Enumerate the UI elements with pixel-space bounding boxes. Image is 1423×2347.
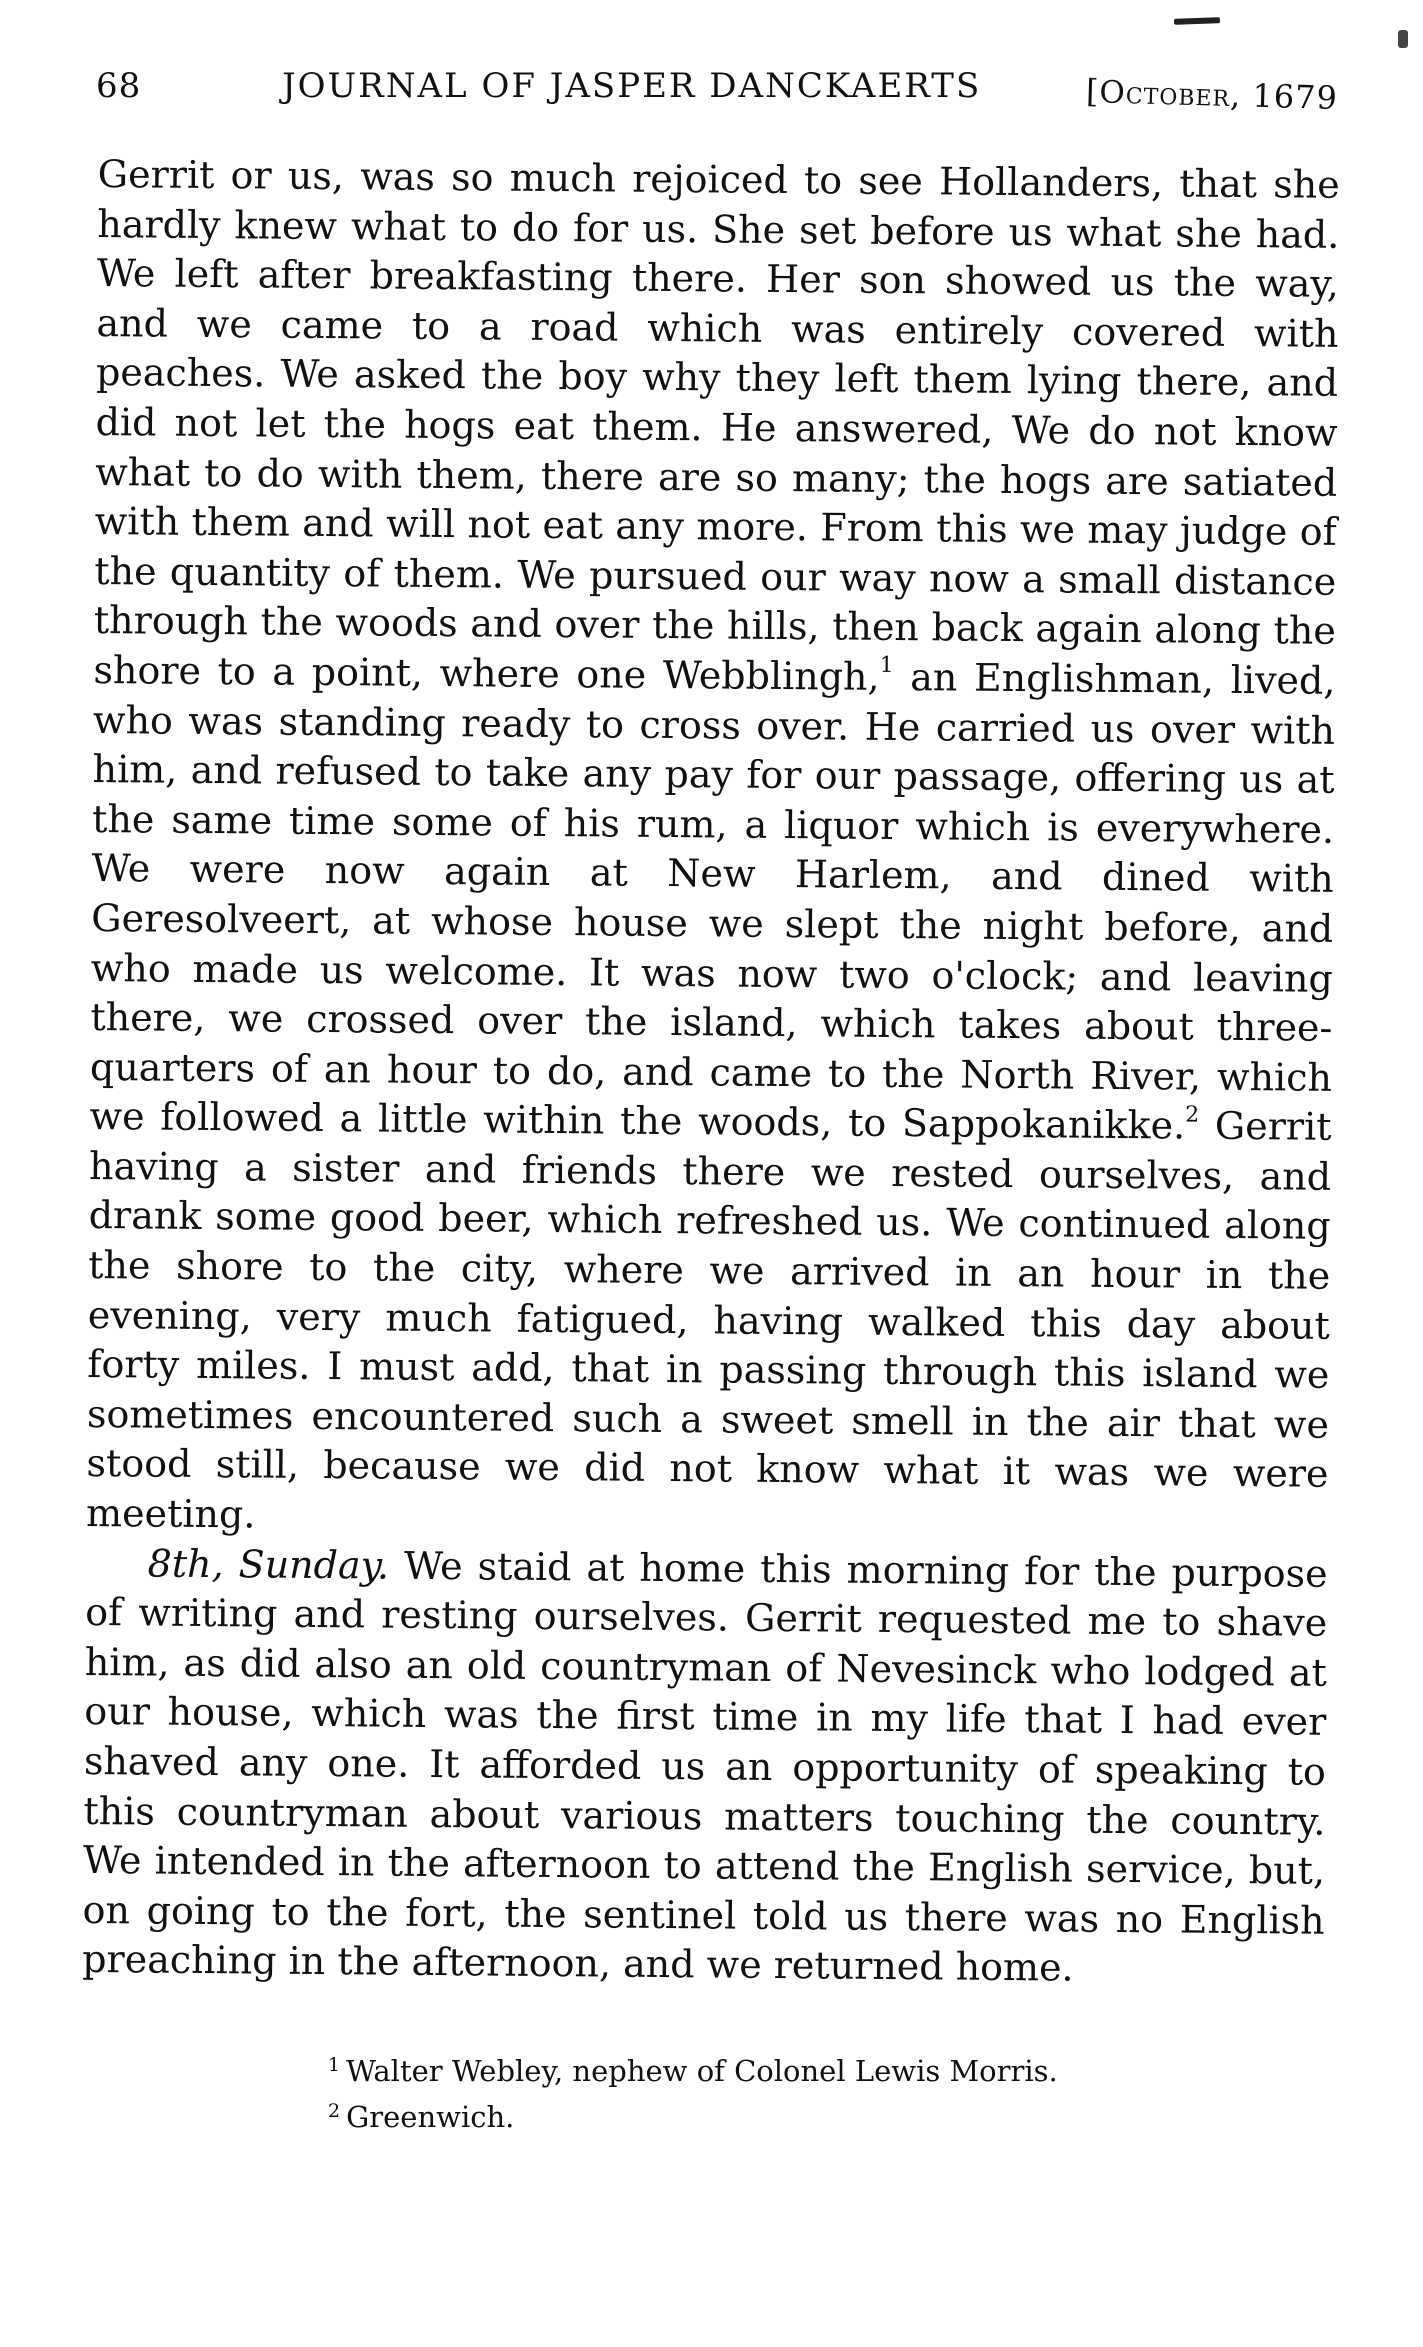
footnote-1-text: Walter Webley, nephew of Colonel Lewis Morris. — [346, 2054, 1058, 2088]
running-header — [96, 60, 1346, 120]
footnote-2-mark: 2 — [328, 2100, 341, 2122]
paragraph-1 — [86, 150, 1340, 1549]
paragraph-1-part-a: Gerrit or us, was so much rejoiced to see Hollanders, that she hardly knew what to do for us. She set before us what she had. We left after breakfasting there. Her son showed us the way, and we came to a road which was entirely covered with peaches. We asked the boy why they left them lying there, and did not let the hogs eat them. He answered, We do not know what to do with them, there are so many; the hogs are satiated with them and will not eat any more. From this we may judge of the quantity of them. We pursued our way now a small distance through the woods and over the hills, then back again along the shore to a point, where one Webblingh, — [93, 151, 1340, 699]
footnotes — [328, 2050, 1328, 2142]
footnote-1 — [328, 2050, 1328, 2096]
footnote-ref-1: 1 — [879, 653, 894, 679]
paragraph-1-part-c: Gerrit having a sister and friends there we rested ourselves, and drank some good beer, which refreshed us. We continued along the shore to the city, where we arrived in an hour in the evening, very much fatigued, having walked this day about forty miles. I must add, that in passing through this island we sometimes encountered such a sweet smell in the air that we stood still, because we did not know what it was we were meeting. — [85, 1103, 1332, 1537]
scan-marks — [1150, 14, 1420, 64]
scan-edge-mark — [1398, 30, 1408, 48]
date-month: October — [1098, 74, 1231, 115]
date-year: , 1679 — [1229, 76, 1339, 118]
footnote-1-mark: 1 — [328, 2054, 341, 2076]
date-bracket: [ — [1085, 72, 1101, 111]
paragraph-2 — [82, 1539, 1328, 1996]
main-text — [82, 150, 1340, 1996]
footnote-2-text: Greenwich. — [346, 2100, 515, 2134]
book-title: JOURNAL OF JASPER DANCKAERTS — [282, 66, 982, 106]
page-number: 68 — [96, 66, 142, 106]
footnote-ref-2: 2 — [1185, 1102, 1200, 1128]
header-date — [1085, 72, 1338, 117]
scan-smudge-mark — [1174, 17, 1220, 25]
paragraph-1-part-b: an Englishman, lived, who was standing ready to cross over. He carried us over with him, and refused to take any pay for our passage, offering us at the same time some of his rum, a liquor which is everywhere. We were now again at New Harlem, and dined with Geresolveert, at whose house we slept the night before, and who made us welcome. It was now two o'clock; and leaving there, we crossed over the island, which takes about three-quarters of an hour to do, and came to the North River, which we followed a little within the woods, to Sappokanikke. — [89, 654, 1336, 1148]
footnote-2 — [328, 2096, 1328, 2142]
entry-date: 8th, Sunday. — [147, 1541, 390, 1588]
paragraph-2-text: We staid at home this morning for the purpose of writing and resting ourselves. Gerrit requested me to shave him, as did also an old countryman of Nevesinck who lodged at our house, which was the first time in my life that I had ever shaved any one. It afforded us an opportunity of speaking to this countryman about various matters touching the country. We intended in the afternoon to attend the English service, but, on going to the fort, the sentinel told us there was no English preaching in the afternoon, and we returned home. — [82, 1543, 1328, 1990]
